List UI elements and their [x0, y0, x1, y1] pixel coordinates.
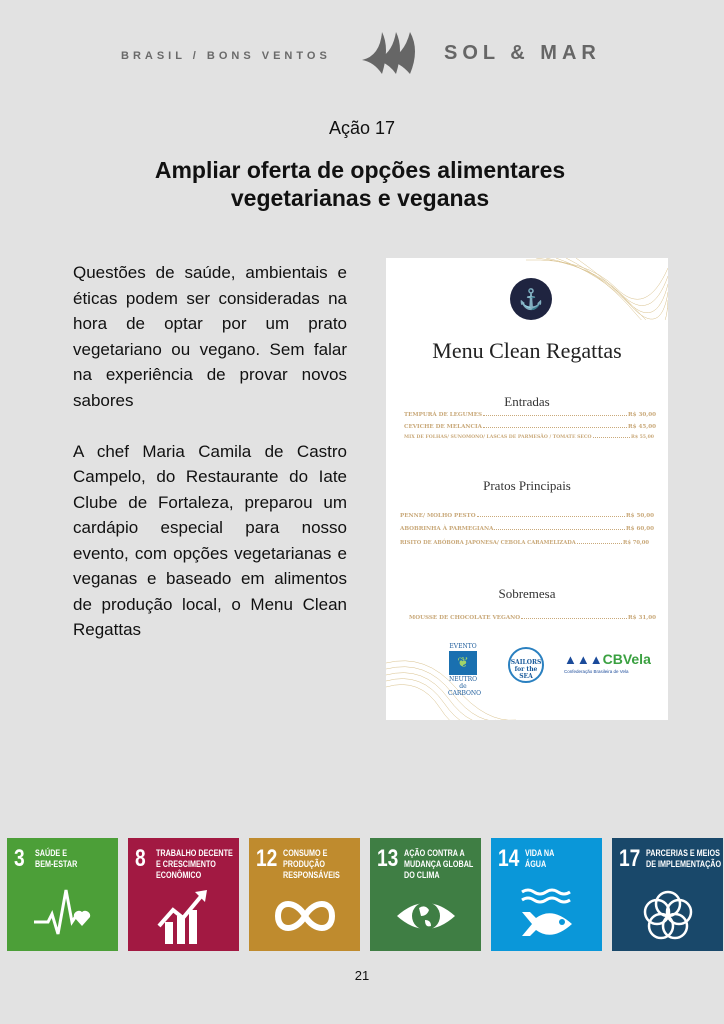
logo-text: EVENTO	[449, 643, 477, 650]
sdg-label-line: CONSUMO E	[283, 848, 328, 858]
sdg-goal-13	[370, 838, 481, 951]
sdg-label-line: PARCERIAS E MEIOS	[646, 848, 720, 858]
page-title	[60, 156, 660, 212]
title-line: Ampliar oferta de opções alimentares	[154, 157, 566, 183]
menu-section-title: Pratos Principais	[483, 478, 571, 493]
sdg-label-line: DO CLIMA	[404, 870, 440, 880]
sdg-label	[404, 848, 473, 881]
iate-clube-seal-icon: ⚓	[510, 278, 552, 320]
sdg-label	[646, 848, 721, 870]
sdg-label-line: RESPONSÁVEIS	[283, 870, 340, 880]
menu-item	[409, 615, 656, 621]
sdg-number: 13	[377, 845, 399, 872]
sdg-label-line: DE IMPLEMENTAÇÃO	[646, 859, 722, 869]
sdg-number: 14	[498, 845, 520, 872]
sponsor-logos	[386, 643, 668, 697]
item-price: R$ 45,00	[627, 424, 656, 430]
sdg-label	[35, 848, 77, 870]
sdg-label	[283, 848, 340, 881]
sdg-icon	[516, 886, 578, 944]
item-name: MIX DE FOLHAS/ SUNOMONO/ LASCAS DE PARMESÃO / TOMATE SECO	[404, 435, 592, 440]
sdg-label	[156, 848, 233, 881]
brand-name: SOL & MAR	[444, 42, 601, 64]
title-line: vegetarianas e veganas	[230, 185, 490, 211]
sdg-goal-8	[128, 838, 239, 951]
item-price: R$ 70,00	[623, 540, 649, 546]
page-number: 21	[354, 968, 370, 983]
menu-item	[404, 424, 656, 430]
logo-text: NEUTRO de CARBONO	[448, 676, 482, 697]
cbvela-logo	[564, 651, 651, 674]
sdg-goal-14	[491, 838, 602, 951]
item-price: R$ 50,00	[625, 513, 654, 519]
sdg-label-line: E CRESCIMENTO	[156, 859, 216, 869]
dots	[483, 412, 627, 416]
evento-neutro-logo	[448, 643, 482, 697]
menu-item	[404, 412, 656, 418]
action-number: Ação 17	[328, 118, 396, 138]
sdg-label	[525, 848, 554, 870]
sdg-goal-17	[612, 838, 723, 951]
dots	[483, 424, 627, 428]
item-price: R$ 60,00	[625, 526, 654, 532]
sdg-label-line: PRODUÇÃO	[283, 859, 326, 869]
item-price: R$ 55,00	[631, 435, 654, 440]
sdg-label-line: TRABALHO DECENTE	[156, 848, 233, 858]
item-name: PENNE/ MOLHO PESTO	[400, 513, 476, 519]
sdg-label-line: ECONÔMICO	[156, 870, 202, 880]
menu-item	[404, 435, 654, 440]
menu-title: Menu Clean Regattas	[432, 338, 622, 363]
sdg-label-line: BEM-ESTAR	[35, 859, 78, 869]
sdg-number: 8	[135, 845, 146, 872]
item-price: R$ 31,00	[627, 615, 656, 621]
menu-item	[400, 540, 649, 546]
sdg-label-line: ÁGUA	[525, 859, 547, 869]
paragraph: A chef Maria Camila de Castro Campelo, do Restaurante do Iate Clube de Fortaleza, preparou um cardápio especial para nosso evento, com opções vegetarianas e veganas e baseado em alimentos de produção local, o Menu Clean Regattas	[73, 441, 347, 639]
item-name: ABOBRINHA À PARMEGIANA	[400, 526, 494, 532]
dots	[494, 526, 625, 530]
sails-logo-icon	[360, 28, 426, 78]
sdg-icon	[395, 886, 457, 944]
paragraph: Questões de saúde, ambientais e éticas podem ser consideradas na hora de optar por um prato vegetariano ou vegano. Sem falar na experiência de provar novos sabores	[73, 263, 347, 410]
menu-item	[400, 526, 654, 532]
menu-card-image	[386, 258, 668, 720]
sdg-number: 3	[14, 845, 25, 872]
sdg-icon	[637, 886, 699, 944]
sails-icon: ▲▲▲	[564, 652, 603, 667]
item-name: CEVICHE DE MELANCIA	[404, 424, 482, 430]
leaf-icon: ❦	[449, 651, 477, 675]
sdg-label-line: MUDANÇA GLOBAL	[404, 859, 474, 869]
item-name: MOUSSE DE CHOCOLATE VEGANO	[409, 615, 521, 621]
sdg-icon	[32, 886, 94, 944]
item-name: RISITO DE ABÓBORA JAPONESA/ CEBOLA CARAMELIZADA	[400, 540, 576, 546]
sdg-goal-3	[7, 838, 118, 951]
dots	[593, 435, 630, 438]
sdg-label-line: AÇÃO CONTRA A	[404, 848, 465, 858]
item-price: R$ 30,00	[627, 412, 656, 418]
logo-subtext: Confederação Brasileira de Vela	[564, 669, 629, 674]
menu-item	[400, 513, 654, 519]
menu-section-title: Sobremesa	[498, 586, 556, 601]
dots	[477, 513, 625, 517]
sdg-icon	[274, 886, 336, 944]
dots	[521, 615, 627, 619]
header-tagline: BRASIL / BONS VENTOS	[121, 50, 331, 62]
item-name: TEMPURÁ DE LEGUMES	[404, 412, 483, 418]
menu-section-title: Entradas	[504, 394, 550, 409]
dots	[577, 540, 622, 544]
sdg-goal-12	[249, 838, 360, 951]
sdg-number: 12	[256, 845, 278, 872]
logo-text: CBVela	[602, 651, 651, 667]
sdg-label-line: SAÚDE E	[35, 848, 68, 858]
body-text	[73, 260, 347, 668]
sdg-number: 17	[619, 845, 641, 872]
sailors-for-the-sea-logo: SAILORS for the SEA	[508, 647, 544, 683]
sdg-icon	[153, 886, 215, 944]
sdg-label-line: VIDA NA	[525, 848, 555, 858]
